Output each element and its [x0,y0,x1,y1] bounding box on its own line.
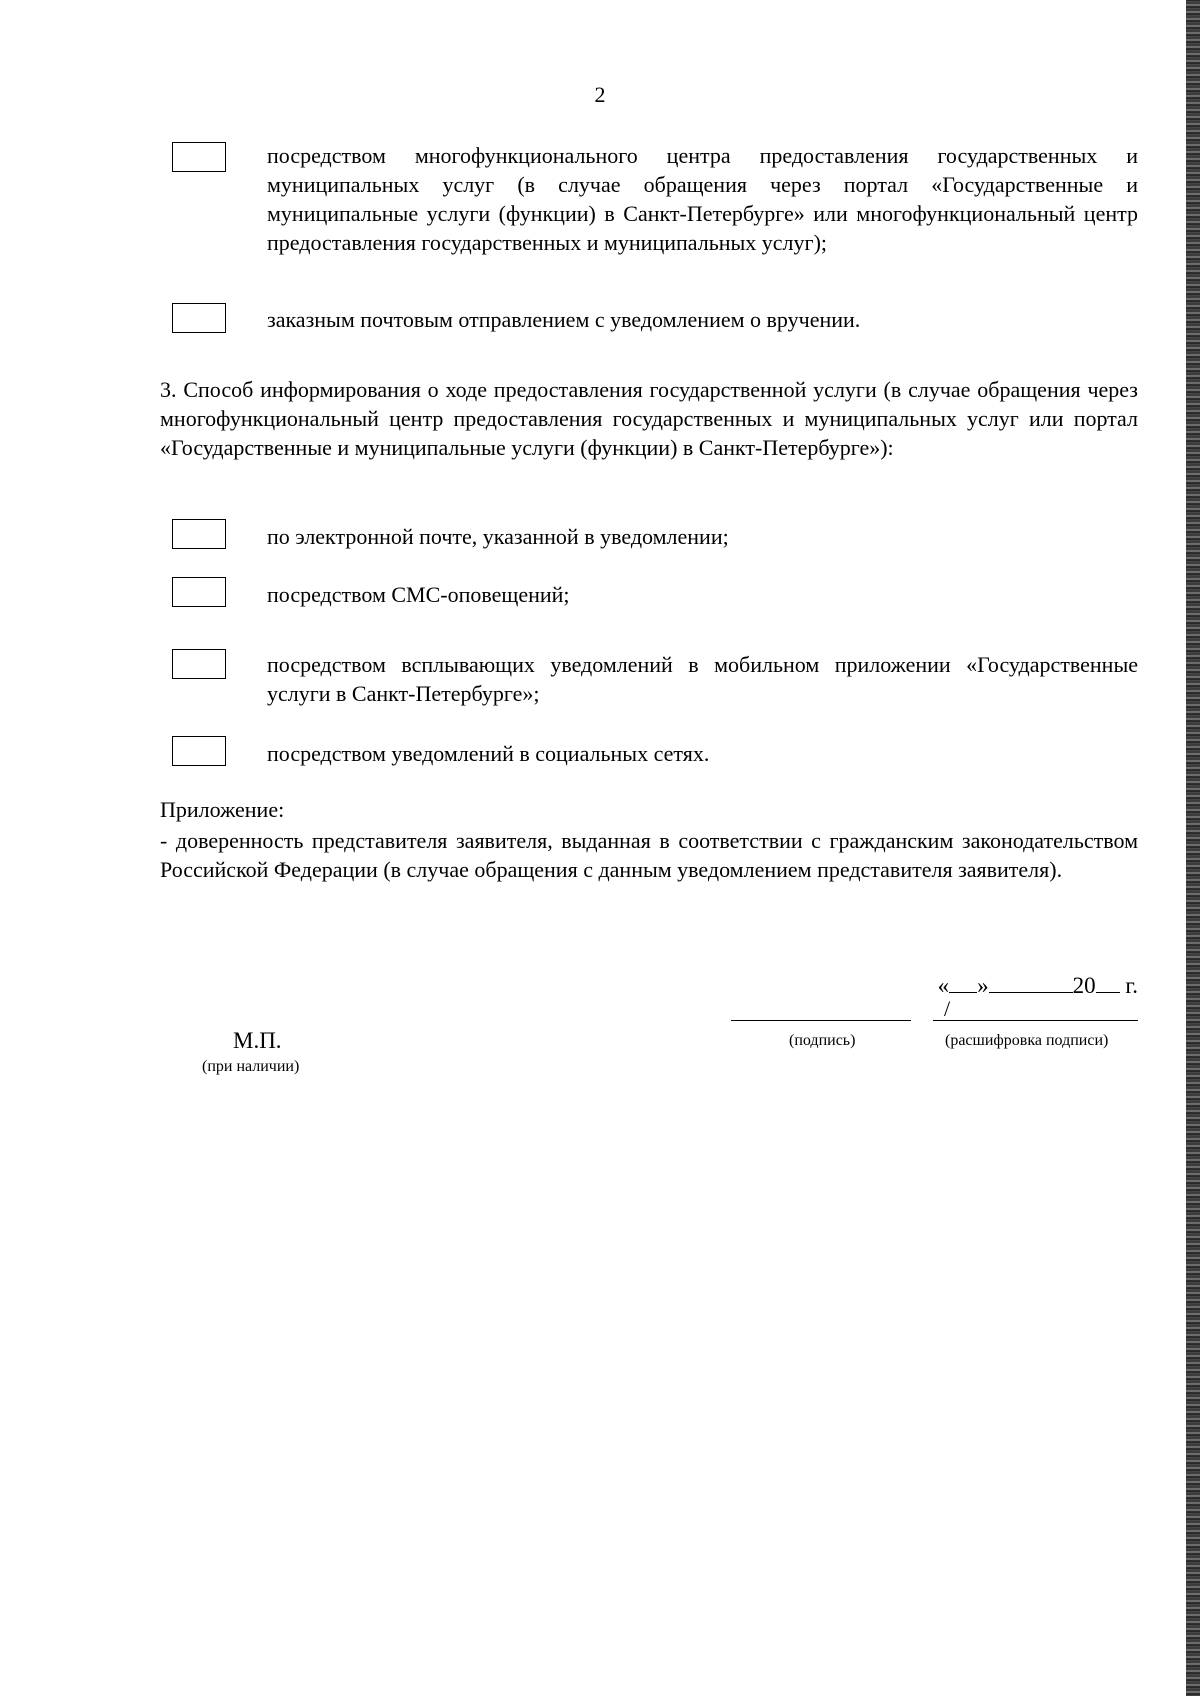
appendix-text: - доверенность представителя заявителя, выданная в соответствии с гражданским законодательством Российской Федерации (в случае обращения с данным уведомлением представителя заявителя). [160,828,1138,882]
checkbox-delivery-mail[interactable] [172,303,226,333]
date-suffix: г. [1125,973,1138,998]
info-option-email-label: по электронной почте, указанной в уведомлении; [267,524,729,549]
date-month-blank[interactable] [989,970,1073,993]
stamp-label: М.П. [233,1028,282,1053]
info-option-social [172,739,1138,768]
delivery-option-mail [172,305,1138,334]
date-field[interactable] [938,970,1138,999]
delivery-option-mfc [172,141,1138,257]
info-option-email [172,522,1138,551]
signature-slash: / [944,996,951,1021]
date-year-blank[interactable] [1096,970,1120,993]
delivery-option-mfc-label: посредством многофункционального центра предоставления государственных и муниципальных услуг (в случае обращения через портал «Государственные и муниципальные услуги (функции) в Санкт-Петербурге» или многофункциональный центр предоставления государственных и муниципальных услуг); [267,143,1138,255]
info-option-push [172,650,1138,708]
checkbox-info-social[interactable] [172,736,226,766]
info-option-push-label: посредством всплывающих уведомлений в мобильном приложении «Государственные услуги в Санкт-Петербурге»; [267,652,1138,706]
signature-decoding-line[interactable] [933,1020,1138,1021]
date-open-quote: « [937,973,950,998]
signature-caption: (подпись) [789,1032,856,1049]
scan-edge-border [1186,0,1200,1696]
info-option-social-label: посредством уведомлений в социальных сетях. [267,741,710,766]
info-option-sms [172,580,1138,609]
checkbox-info-sms[interactable] [172,577,226,607]
stamp-note: (при наличии) [202,1058,300,1075]
checkbox-info-push[interactable] [172,649,226,679]
section-3-heading: 3. Способ информирования о ходе предоставления государственной услуги (в случае обращения через многофункциональный центр предоставления государственных и муниципальных услуг или портал «Государственные и муниципальные услуги (функции) в Санкт-Петербурге»): [160,377,1138,460]
checkbox-delivery-mfc[interactable] [172,142,226,172]
appendix-title: Приложение: [160,797,285,822]
page-number: 2 [594,82,606,107]
date-day-blank[interactable] [949,970,977,993]
checkbox-info-email[interactable] [172,519,226,549]
date-year-prefix: 20 [1072,973,1096,998]
info-option-sms-label: посредством СМС-оповещений; [267,582,570,607]
delivery-option-mail-label: заказным почтовым отправлением с уведомлением о вручении. [267,307,861,332]
signature-line[interactable] [731,1020,911,1021]
signature-decoding-caption: (расшифровка подписи) [945,1032,1109,1049]
date-close-quote: » [977,973,989,998]
